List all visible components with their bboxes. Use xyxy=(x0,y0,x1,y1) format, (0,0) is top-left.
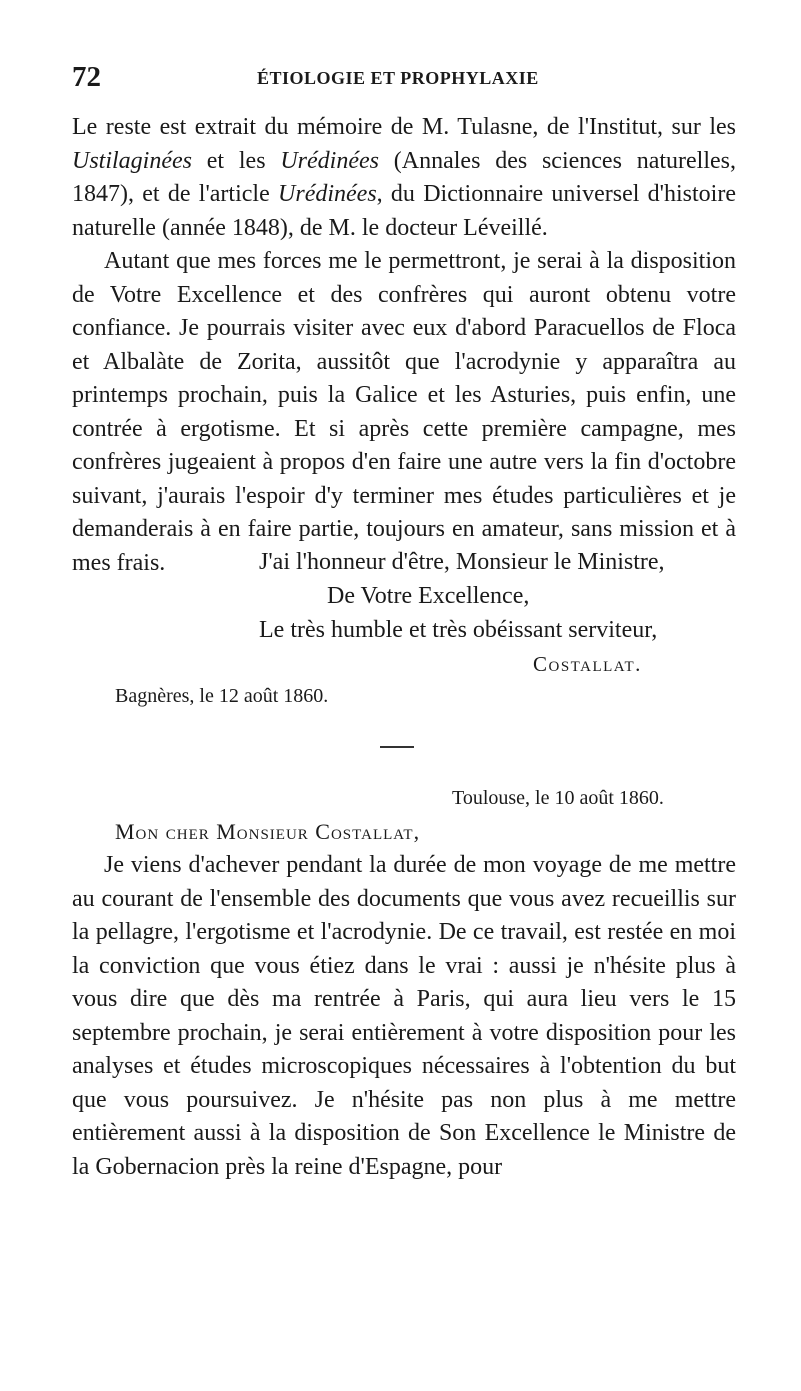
signature: Costallat. xyxy=(533,652,642,676)
letter2-dateline: Toulouse, le 10 août 1860. xyxy=(452,787,664,809)
closing-line-3: Le très humble et très obéissant serviteur, xyxy=(259,617,658,643)
letter1-paragraph-2: Autant que mes forces me le permettront, je serai à la disposition de Votre Excellence et des confrères qui auront obtenu votre confiance. Je pourrais visiter avec eux d'abord Paracuellos de Floca et Albalàte de Zorita, aussitôt que l'acrodynie y apparaîtra au printemps prochain, puis la Galice et les Asturies, puis enfin, une contrée à ergotisme. Et si après cette première campagne, mes confrères jugeaient à propos d'en faire une autre vers la fin d'octobre suivant, j'aurais l'espoir d'y terminer mes études particulières et je demanderais à en faire partie, toujours en amateur, sans mission et à mes frais. xyxy=(72,248,736,576)
page-number: 72 xyxy=(72,61,101,93)
place-date: Bagnères, le 12 août 1860. xyxy=(115,685,329,707)
letter2-salutation: Mon cher Monsieur Costallat, xyxy=(115,819,421,844)
running-head: ÉTIOLOGIE ET PROPHYLAXIE xyxy=(257,68,539,88)
letter2-paragraph-1: Je viens d'achever pendant la durée de mon voyage de me mettre au courant de l'ensemble des documents que vous avez recueillis sur la pellagre, l'ergotisme et l'acrodynie. De ce travail, est restée en moi la conviction que vous étiez dans le vrai : aussi je n'hésite plus à vous dire que dès ma rentrée à Paris, qui aura lieu vers le 15 septembre prochain, je serai entièrement à votre disposition pour les analyses et études microscopiques nécessaires à l'obtention du but que vous poursuivez. Je n'hésite pas non plus à me mettre entièrement aussi à la disposition de Son Excellence le Ministre de la Gobernacion près la reine d'Espagne, pour xyxy=(72,852,736,1180)
page-header xyxy=(72,60,732,94)
letter-separator xyxy=(380,746,414,748)
closing-line-1: J'ai l'honneur d'être, Monsieur le Ministre, xyxy=(259,549,665,575)
closing-line-2: De Votre Excellence, xyxy=(327,583,530,609)
letter1-paragraph-1: Le reste est extrait du mémoire de M. Tulasne, de l'Institut, sur les Ustilaginées et les Urédinées (Annales des sciences naturelles, 1847), et de l'article Urédinées, du Dictionnaire universel d'histoire naturelle (année 1848), de M. le docteur Léveillé. xyxy=(72,114,736,241)
